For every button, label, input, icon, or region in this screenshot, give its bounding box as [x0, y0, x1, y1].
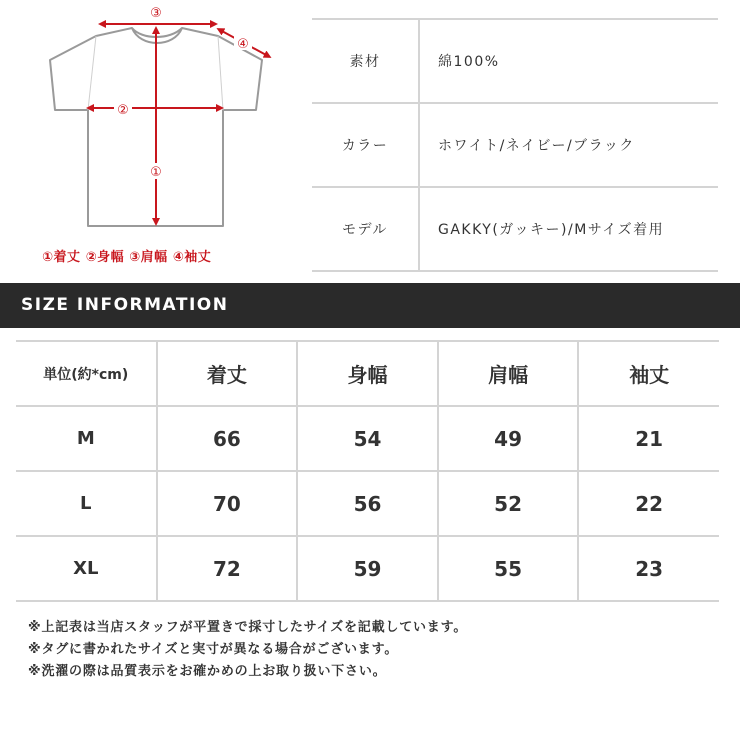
table-row — [16, 536, 719, 601]
header-unit: 単位(約*cm) — [16, 341, 157, 406]
size-label: L — [16, 471, 157, 536]
spec-key: モデル — [312, 187, 419, 271]
table-cell: 59 — [297, 536, 438, 601]
marker-sleeve: ④ — [237, 37, 249, 52]
note-line: ※タグに書かれたサイズと実寸が異なる場合がございます。 — [28, 642, 399, 657]
note-line: ※洗濯の際は品質表示をお確かめの上お取り扱い下さい。 — [28, 664, 387, 679]
table-cell: 22 — [578, 471, 719, 536]
product-info-section — [0, 0, 740, 283]
header-sleeve: 袖丈 — [578, 341, 719, 406]
table-cell: 56 — [297, 471, 438, 536]
table-cell: 70 — [157, 471, 298, 536]
spec-value: 綿100% — [419, 19, 718, 103]
notes — [28, 617, 718, 683]
size-table — [16, 340, 719, 602]
table-cell: 72 — [157, 536, 298, 601]
size-label: M — [16, 406, 157, 471]
table-row — [16, 471, 719, 536]
tshirt-measurement-diagram — [30, 0, 300, 240]
table-cell: 21 — [578, 406, 719, 471]
marker-body-length: ① — [150, 165, 162, 180]
section-title-bar: SIZE INFORMATION — [0, 283, 740, 328]
spec-key: 素材 — [312, 19, 419, 103]
legend-item-sleeve: ④袖丈 — [172, 250, 212, 265]
spec-row-color — [312, 103, 718, 187]
legend-item-shoulder: ③肩幅 — [129, 250, 168, 265]
spec-value: GAKKY(ガッキー)/Mサイズ着用 — [419, 187, 718, 271]
spec-key: カラー — [312, 103, 419, 187]
table-cell: 54 — [297, 406, 438, 471]
marker-body-width: ② — [117, 103, 129, 118]
header-body-width: 身幅 — [297, 341, 438, 406]
header-length: 着丈 — [157, 341, 298, 406]
table-cell: 52 — [438, 471, 579, 536]
header-shoulder: 肩幅 — [438, 341, 579, 406]
spec-row-model — [312, 187, 718, 271]
table-cell: 66 — [157, 406, 298, 471]
legend-item-width: ②身幅 — [85, 250, 125, 265]
spec-row-material — [312, 19, 718, 103]
measurement-legend — [42, 246, 282, 266]
note-line: ※上記表は当店スタッフが平置きで採寸したサイズを記載しています。 — [28, 620, 468, 635]
spec-table — [312, 18, 718, 272]
legend-item-length: ①着丈 — [42, 250, 81, 265]
table-cell: 55 — [438, 536, 579, 601]
marker-shoulder: ③ — [150, 6, 162, 21]
spec-value: ホワイト/ネイビー/ブラック — [419, 103, 718, 187]
table-cell: 23 — [578, 536, 719, 601]
table-cell: 49 — [438, 406, 579, 471]
size-label: XL — [16, 536, 157, 601]
table-row — [16, 406, 719, 471]
size-table-header — [16, 341, 719, 406]
